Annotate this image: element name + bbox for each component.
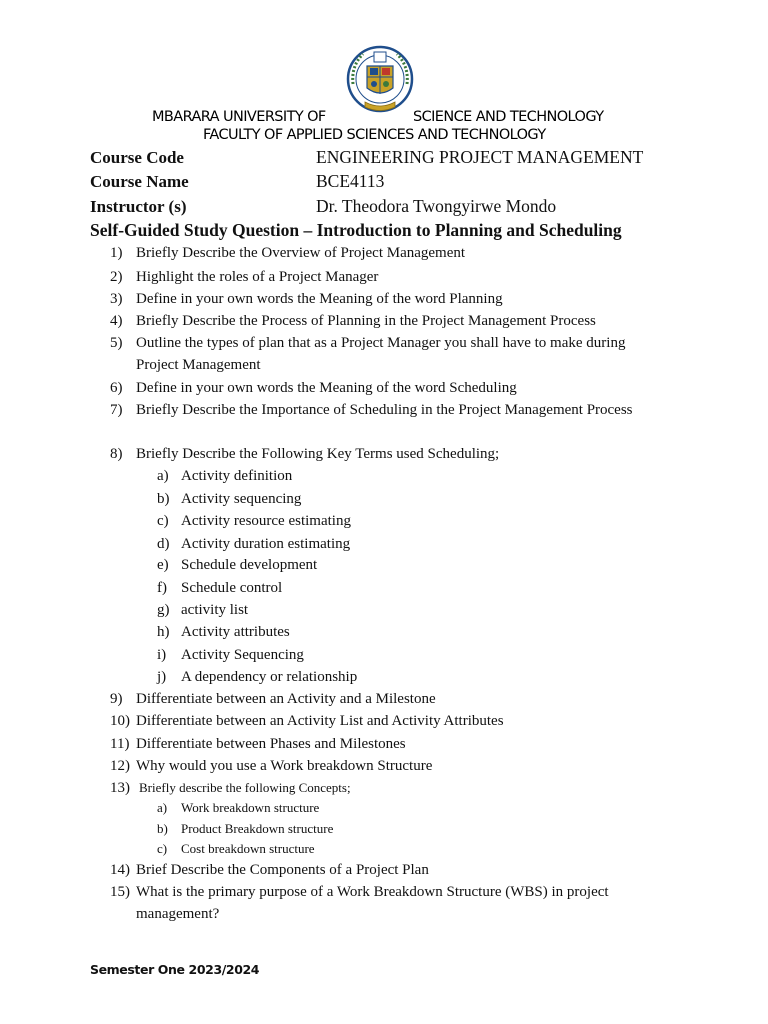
course-code-value: ENGINEERING PROJECT MANAGEMENT: [316, 147, 644, 167]
question-text: Briefly Describe the Process of Planning in the Project Management Process: [136, 313, 596, 329]
question-text: Briefly describe the following Concepts;: [139, 780, 351, 795]
question-text: Outline the types of plan that as a Project Manager you shall have to make during Project Management: [136, 335, 626, 373]
question-number: 9): [110, 691, 123, 707]
section-title: Self-Guided Study Question – Introduction to Planning and Scheduling: [90, 220, 622, 240]
key-term-text: Schedule control: [181, 580, 283, 596]
concept-text: Product Breakdown structure: [181, 821, 334, 836]
question-number: 1): [110, 245, 123, 261]
question-text: Differentiate between an Activity and a Milestone: [136, 691, 436, 707]
key-term-letter: e): [157, 557, 169, 573]
instructor-value: Dr. Theodora Twongyirwe Mondo: [316, 196, 557, 216]
concept-text: Work breakdown structure: [181, 800, 320, 815]
concept-letter: c): [157, 841, 168, 856]
question-number: 5): [110, 335, 123, 351]
question-number: 3): [110, 291, 123, 307]
university-name-right: SCIENCE AND TECHNOLOGY: [413, 109, 604, 125]
university-name-left: MBARARA UNIVERSITY OF: [152, 109, 326, 125]
key-term-letter: d): [157, 536, 170, 552]
key-term-text: Activity duration estimating: [181, 536, 351, 552]
question-text: What is the primary purpose of a Work Breakdown Structure (WBS) in project management?: [136, 884, 609, 922]
key-term-letter: j): [157, 669, 167, 685]
question-number: 12): [110, 758, 130, 774]
university-crest-icon: [345, 44, 415, 118]
instructor-label: Instructor (s): [90, 197, 187, 216]
key-term-text: A dependency or relationship: [181, 669, 358, 685]
question-number: 7): [110, 402, 123, 418]
question-text: Why would you use a Work breakdown Structure: [136, 758, 433, 774]
question-text: Briefly Describe the Importance of Scheduling in the Project Management Process: [136, 402, 633, 418]
key-term-text: Activity definition: [181, 468, 293, 484]
key-term-text: Activity attributes: [181, 624, 290, 640]
question-number: 10): [110, 713, 130, 729]
question-number: 6): [110, 380, 123, 396]
course-code-label: Course Code: [90, 148, 184, 167]
course-name-label: Course Name: [90, 172, 189, 191]
question-text: Brief Describe the Components of a Project Plan: [136, 862, 429, 878]
semester-footer: Semester One 2023/2024: [90, 962, 260, 977]
key-term-letter: h): [157, 624, 170, 640]
question-number: 8): [110, 446, 123, 462]
question-text: Briefly Describe the Overview of Project Management: [136, 245, 466, 261]
faculty-name: FACULTY OF APPLIED SCIENCES AND TECHNOLOGY: [203, 127, 546, 143]
concept-letter: a): [157, 800, 168, 815]
key-term-letter: a): [157, 468, 169, 484]
concept-text: Cost breakdown structure: [181, 841, 315, 856]
key-term-letter: b): [157, 491, 170, 507]
question-number: 2): [110, 269, 123, 285]
question-text: Highlight the roles of a Project Manager: [136, 269, 379, 285]
concept-letter: b): [157, 821, 168, 836]
question-text: Differentiate between Phases and Milestones: [136, 736, 406, 752]
question-number: 11): [110, 736, 130, 752]
course-name-value: BCE4113: [316, 171, 385, 191]
key-term-text: Activity Sequencing: [181, 647, 304, 663]
question-number: 13): [110, 780, 130, 796]
key-term-text: Activity sequencing: [181, 491, 302, 507]
question-number: 14): [110, 862, 130, 878]
key-term-letter: f): [157, 580, 167, 596]
key-term-text: Activity resource estimating: [181, 513, 351, 529]
key-term-letter: i): [157, 647, 167, 663]
question-text: Briefly Describe the Following Key Terms used Scheduling;: [136, 446, 500, 462]
key-term-letter: c): [157, 513, 169, 529]
key-term-letter: g): [157, 602, 170, 618]
key-term-text: Schedule development: [181, 557, 318, 573]
question-number: 15): [110, 884, 130, 900]
question-text: Differentiate between an Activity List and Activity Attributes: [136, 713, 504, 729]
key-term-text: activity list: [181, 602, 249, 618]
question-number: 4): [110, 313, 123, 329]
question-text: Define in your own words the Meaning of the word Scheduling: [136, 380, 517, 396]
question-text: Define in your own words the Meaning of the word Planning: [136, 291, 503, 307]
